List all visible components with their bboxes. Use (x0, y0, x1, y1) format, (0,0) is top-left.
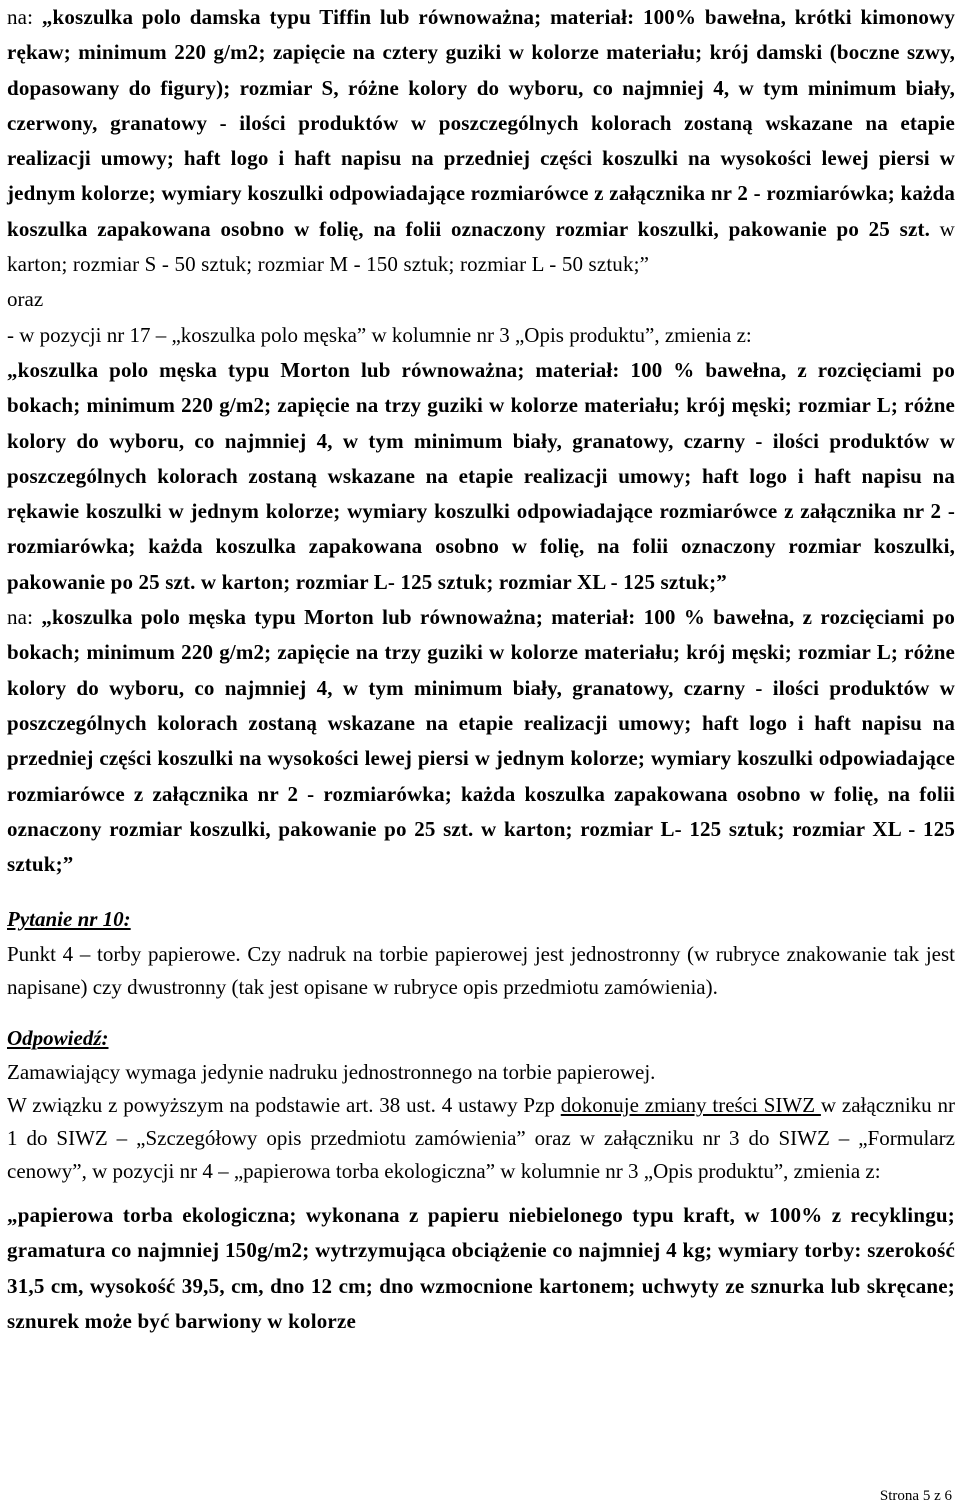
oraz-text: oraz (7, 287, 44, 312)
answer-heading-text: Odpowiedź: (7, 1025, 109, 1050)
paragraph-men-polo-new (7, 600, 955, 882)
answer-heading (7, 1021, 955, 1056)
paragraph-women-polo (7, 0, 955, 282)
answer-line: Zamawiający wymaga jedynie nadruku jednostronnego na torbie papierowej. (7, 1060, 656, 1085)
page-number: Strona 5 z 6 (879, 1488, 952, 1504)
prefix-na-2: na: (7, 605, 42, 630)
spacer (7, 882, 955, 902)
answer-intro: W związku z powyższym na podstawie art. 38 ust. 4 ustawy Pzp (7, 1093, 561, 1118)
prefix-na: na: (7, 5, 42, 29)
paragraph-men-polo-old (7, 353, 955, 600)
paragraph-paper-bag (7, 1198, 955, 1339)
question-heading-text: Pytanie nr 10: (7, 907, 131, 932)
spacer (7, 1004, 955, 1021)
answer-rest: w załączniku nr 1 do SIWZ – „Szczegółowy opis przedmiotu zamówienia” oraz w załączniku nr 3 do SIWZ – „Formularz cenowy”, w pozycji nr 4 – „papierowa torba ekologiczna” w kolumnie nr 3 „Opis produktu”, zmienia z: (7, 1093, 956, 1184)
men-polo-old-spec: „koszulka polo męska typu Morton lub równoważna; materiał: 100 % bawełna, z rozcięciami po bokach; minimum 220 g/m2; zapięcie na trzy guziki w kolorze materiału; krój męski; rozmiar L; różne kolory do wyboru, co najmniej 4, w tym minimum biały, granatowy, czarny - ilości produktów w poszczególnych kolorach zostaną wskazane na etapie realizacji umowy; haft logo i haft napisu na rękawie koszulki w jednym kolorze; wymiary koszulki odpowiadające rozmiarówce z załącznika nr 2 - rozmiarówka; każda koszulka zapakowana osobno w folię, na folii oznaczony rozmiar koszulki, pakowanie po 25 szt. w karton; rozmiar L- 125 sztuk; rozmiar XL - 125 sztuk;” (7, 357, 955, 594)
answer-paragraph (7, 1089, 955, 1188)
document-page (7, 0, 955, 1339)
men-polo-new-spec: „koszulka polo męska typu Morton lub równoważna; materiał: 100 % bawełna, z rozcięciami po bokach; minimum 220 g/m2; zapięcie na trzy guziki w kolorze materiału; krój męski; rozmiar L; różne kolory do wyboru, co najmniej 4, w tym minimum biały, granatowy, czarny - ilości produktów w poszczególnych kolorach zostaną wskazane na etapie realizacji umowy; haft logo i haft napisu na przedniej części koszulki na wysokości lewej piersi w jednym kolorze; wymiary koszulki odpowiadające rozmiarówce z załącznika nr 2 - rozmiarówka; każda koszulka zapakowana osobno w folię, na folii oznaczony rozmiar koszulki, pakowanie po 25 szt. w karton; rozmiar L- 125 sztuk; rozmiar XL - 125 sztuk;” (7, 605, 955, 877)
women-polo-spec-rest: w karton; rozmiar S - 50 sztuk; rozmiar M - 150 sztuk; rozmiar L - 50 sztuk;” (7, 216, 955, 277)
paragraph-position-17: - w pozycji nr 17 – „koszulka polo męska” w kolumnie nr 3 „Opis produktu”, zmienia z: (7, 322, 752, 347)
spacer (7, 1188, 955, 1198)
paper-bag-spec: „papierowa torba ekologiczna; wykonana z papieru niebielonego typu kraft, w 100% z recyklingu; gramatura co najmniej 150g/m2; wytrzymująca obciążenie co najmniej 4 kg; wymiary torby: szerokość 31,5 cm, wysokość 39,5, cm, dno 12 cm; dno wzmocnione kartonem; uchwyty ze sznurka lub skręcane; sznurek może być barwiony w kolorze (7, 1203, 955, 1333)
women-polo-spec-bold: „koszulka polo damska typu Tiffin lub równoważna; materiał: 100% bawełna, krótki kimonowy rękaw; minimum 220 g/m2; zapięcie na cztery guziki w kolorze materiału; krój damski (boczne szwy, dopasowany do figury); rozmiar S, różne kolory do wyboru, co najmniej 4, w tym minimum biały, czerwony, granatowy - ilości produktów w poszczególnych kolorach zostaną wskazane na etapie realizacji umowy; haft logo i haft napisu na przedniej części koszulki na wysokości lewej piersi w jednym kolorze; wymiary koszulki odpowiadające rozmiarówce z załącznika nr 2 - rozmiarówka; każda koszulka zapakowana osobno w folię, na folii oznaczony rozmiar koszulki, pakowanie po 25 szt. (7, 5, 956, 241)
question-heading (7, 902, 955, 937)
answer-underlined: dokonuje zmiany treści SIWZ (560, 1093, 821, 1118)
question-text: Punkt 4 – torby papierowe. Czy nadruk na torbie papierowej jest jednostronny (w rubryce znakowanie tak jest napisane) czy dwustronny (tak jest opisane w rubryce opis przedmiotu zamówienia). (7, 941, 955, 999)
